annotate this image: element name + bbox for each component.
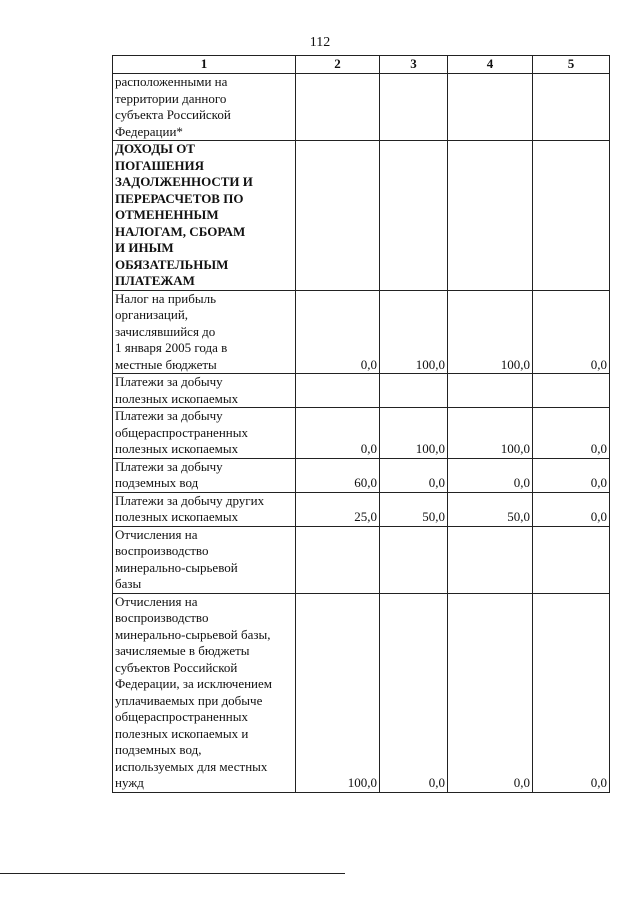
table-row: [113, 526, 610, 593]
value-cell: 50,0: [380, 492, 448, 526]
row-label-line: расположенными на: [115, 74, 228, 89]
value-cell: [296, 374, 380, 408]
row-label-line: ЗАДОЛЖЕННОСТИ И: [115, 174, 253, 189]
value-cell: 0,0: [448, 593, 533, 792]
row-label: [113, 408, 296, 459]
row-label: [113, 374, 296, 408]
row-label-line: общераспространенных: [115, 424, 248, 440]
value-cell: [380, 374, 448, 408]
row-label: [113, 526, 296, 593]
table-row: [113, 408, 610, 459]
value-cell: [533, 141, 610, 291]
column-header: 2: [296, 56, 380, 74]
column-header: 5: [533, 56, 610, 74]
row-label-line: Отчисления на: [115, 593, 198, 609]
value-cell: [448, 526, 533, 593]
page-number: 112: [309, 35, 331, 50]
value-cell: [533, 526, 610, 593]
row-label-line: ПОГАШЕНИЯ: [115, 157, 205, 173]
row-label-line: минерально-сырьевой базы,: [115, 626, 271, 642]
row-label: [113, 141, 296, 291]
row-label: [113, 74, 296, 141]
value-cell: 0,0: [380, 593, 448, 792]
row-label-line: зачислявшийся до: [115, 323, 216, 339]
row-label-line: Федерации, за исключением: [115, 676, 273, 691]
row-label-line: воспроизводство: [115, 610, 209, 625]
value-cell: 0,0: [380, 458, 448, 492]
value-cell: 0,0: [448, 458, 533, 492]
column-header: 4: [448, 56, 533, 74]
value-cell: [448, 141, 533, 291]
value-cell: 25,0: [296, 492, 380, 526]
row-label-line: Отчисления на: [115, 526, 198, 542]
value-cell: 0,0: [296, 290, 380, 374]
value-cell: 0,0: [533, 290, 610, 374]
row-label-line: общераспространенных: [115, 709, 248, 724]
row-label-line: 1 января 2005 года в: [115, 340, 228, 355]
value-cell: 100,0: [448, 290, 533, 374]
value-cell: [380, 526, 448, 593]
row-label-line: используемых для местных: [115, 758, 268, 774]
value-cell: 100,0: [380, 290, 448, 374]
table-row: [113, 290, 610, 374]
row-label-line: подземных вод,: [115, 742, 202, 757]
row-label-line: Федерации*: [115, 123, 183, 139]
table-row: [113, 593, 610, 792]
table-row: [113, 492, 610, 526]
footnote-separator: [0, 873, 345, 874]
row-label: [113, 593, 296, 792]
row-label-line: организаций,: [115, 307, 189, 322]
row-label-line: ДОХОДЫ ОТ: [115, 141, 195, 156]
value-cell: 0,0: [533, 492, 610, 526]
row-label-line: полезных ископаемых и: [115, 725, 249, 741]
row-label-line: нужд: [115, 775, 144, 790]
row-label-line: полезных ископаемых: [115, 390, 239, 406]
row-label-line: минерально-сырьевой: [115, 559, 238, 575]
value-cell: [448, 74, 533, 141]
row-label-line: местные бюджеты: [115, 356, 217, 372]
row-label-line: полезных ископаемых: [115, 509, 239, 524]
row-label-line: зачисляемые в бюджеты: [115, 643, 250, 658]
row-label-line: Платежи за добычу: [115, 458, 223, 474]
row-label-line: Платежи за добычу: [115, 408, 223, 423]
row-label-line: воспроизводство: [115, 543, 209, 558]
row-label-line: уплачиваемых при добыче: [115, 692, 263, 708]
value-cell: 100,0: [448, 408, 533, 459]
row-label: [113, 492, 296, 526]
table-row: [113, 374, 610, 408]
table-header-row: [113, 56, 610, 74]
value-cell: [296, 74, 380, 141]
column-header: 1: [113, 56, 296, 74]
row-label-line: ПЛАТЕЖАМ: [115, 273, 195, 288]
row-label-line: ОТМЕНЕННЫМ: [115, 207, 219, 222]
row-label-line: ОБЯЗАТЕЛЬНЫМ: [115, 256, 229, 272]
row-label-line: Платежи за добычу: [115, 374, 223, 389]
table-row: [113, 74, 610, 141]
value-cell: 0,0: [533, 593, 610, 792]
value-cell: 50,0: [448, 492, 533, 526]
value-cell: [448, 374, 533, 408]
row-label-line: Платежи за добычу других: [115, 492, 265, 508]
value-cell: [296, 141, 380, 291]
value-cell: [380, 74, 448, 141]
value-cell: [296, 526, 380, 593]
row-label-line: ПЕРЕРАСЧЕТОВ ПО: [115, 190, 244, 206]
row-label: [113, 458, 296, 492]
value-cell: [380, 141, 448, 291]
row-label-line: полезных ископаемых: [115, 441, 239, 456]
table-row: [113, 141, 610, 291]
row-label-line: базы: [115, 576, 142, 591]
budget-norms-table: [112, 55, 610, 793]
value-cell: 0,0: [533, 408, 610, 459]
value-cell: 60,0: [296, 458, 380, 492]
row-label-line: НАЛОГАМ, СБОРАМ: [115, 223, 246, 239]
row-label-line: субъектов Российской: [115, 659, 238, 675]
row-label: [113, 290, 296, 374]
table-body: [113, 56, 610, 793]
row-label-line: И ИНЫМ: [115, 240, 174, 255]
column-header: 3: [380, 56, 448, 74]
value-cell: 0,0: [296, 408, 380, 459]
row-label-line: субъекта Российской: [115, 107, 231, 122]
value-cell: [533, 374, 610, 408]
row-label-line: территории данного: [115, 90, 227, 106]
table-row: [113, 458, 610, 492]
value-cell: 100,0: [296, 593, 380, 792]
row-label-line: Налог на прибыль: [115, 290, 216, 306]
value-cell: 0,0: [533, 458, 610, 492]
row-label-line: подземных вод: [115, 475, 199, 490]
value-cell: 100,0: [380, 408, 448, 459]
value-cell: [533, 74, 610, 141]
